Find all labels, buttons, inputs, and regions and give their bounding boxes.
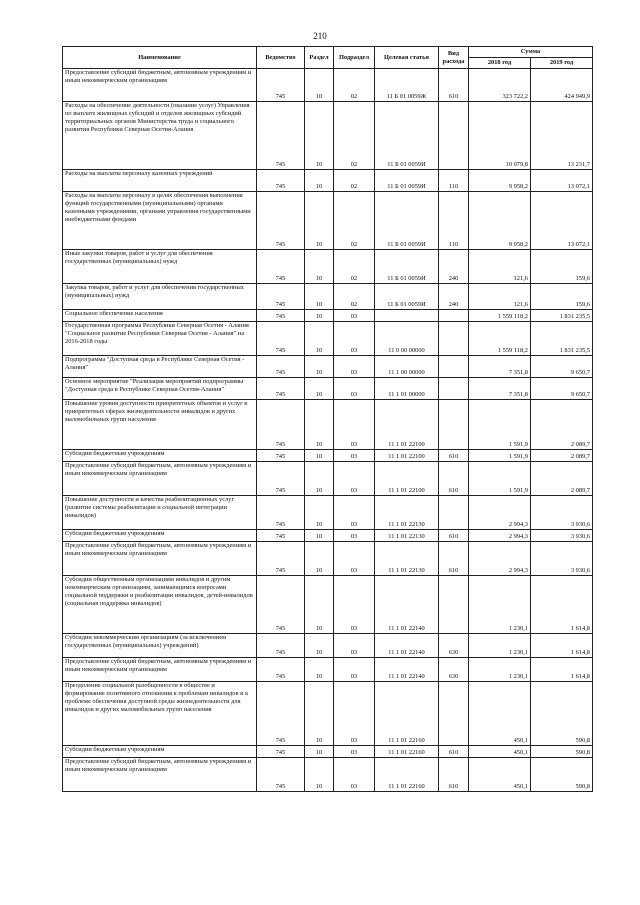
row-department: 745: [257, 310, 305, 322]
row-department: 745: [257, 682, 305, 746]
row-department: 745: [257, 530, 305, 542]
row-amount-2018: 121,6: [469, 284, 531, 310]
row-section: 10: [305, 192, 334, 250]
row-name: Субсидии некоммерческим организациям (за исключением государственных (муниципальных) учреждений): [63, 634, 257, 658]
row-name: Основное мероприятие "Реализация мероприятий подпрограммы "Доступная среда в Республике Северная Осетия-Алания": [63, 378, 257, 400]
row-section: 10: [305, 322, 334, 356]
table-body: [63, 69, 593, 792]
row-department: 745: [257, 250, 305, 284]
row-department: 745: [257, 746, 305, 758]
row-target: [375, 310, 439, 322]
row-name: Государственная программа Республики Северная Осетия - Алания "Социальное развитие Республики Северная Осетия - Алания" на 2016-2018 годы: [63, 322, 257, 356]
table-row: [63, 170, 593, 192]
row-name: Повышение уровня доступности приоритетных объектов и услуг в приоритетных сферах жизнедеятельности инвалидов и других маломобильных групп населения: [63, 400, 257, 450]
row-department: 745: [257, 378, 305, 400]
row-expense-type: 610: [439, 746, 469, 758]
row-amount-2019: 424 949,9: [531, 69, 593, 102]
row-amount-2019: 1 614,8: [531, 634, 593, 658]
row-amount-2018: 1 591,9: [469, 462, 531, 496]
table-row: [63, 746, 593, 758]
header-subsection: Подраздел: [334, 47, 375, 69]
row-department: 745: [257, 462, 305, 496]
row-amount-2018: 450,1: [469, 746, 531, 758]
row-target: 11 Б 01 0059И: [375, 102, 439, 170]
header-department: Ведомство: [257, 47, 305, 69]
row-amount-2018: 10 079,8: [469, 102, 531, 170]
row-name: Субсидии общественным организациям инвалидов и другим некоммерческим организациям, занимающимся вопросами социальной поддержки и реабилитации инвалидов, детей-инвалидов (социальная поддержка инвалидов): [63, 576, 257, 634]
row-expense-type: [439, 496, 469, 530]
row-section: 10: [305, 462, 334, 496]
table-row: [63, 378, 593, 400]
row-name: Субсидии бюджетным учреждениям: [63, 450, 257, 462]
table-row: [63, 310, 593, 322]
row-target: 11 Б 01 0059И: [375, 192, 439, 250]
table-row: [63, 322, 593, 356]
row-name: Субсидии бюджетным учреждениям: [63, 530, 257, 542]
row-target: 11 0 00 00000: [375, 322, 439, 356]
row-amount-2019: 13 231,7: [531, 102, 593, 170]
row-target: 11 Б 01 0059И: [375, 250, 439, 284]
header-section: Раздел: [305, 47, 334, 69]
row-subsection: 03: [334, 462, 375, 496]
row-department: 745: [257, 284, 305, 310]
row-section: 10: [305, 746, 334, 758]
row-amount-2018: 7 351,8: [469, 378, 531, 400]
row-amount-2018: 1 559 118,2: [469, 310, 531, 322]
row-amount-2019: 1 831 235,5: [531, 322, 593, 356]
row-amount-2018: 450,1: [469, 682, 531, 746]
table-row: [63, 530, 593, 542]
row-department: 745: [257, 450, 305, 462]
row-amount-2018: 2 994,3: [469, 530, 531, 542]
row-target: 11 1 01 22140: [375, 658, 439, 682]
row-amount-2019: 590,8: [531, 682, 593, 746]
row-section: 10: [305, 284, 334, 310]
row-amount-2019: 159,6: [531, 284, 593, 310]
row-amount-2019: 3 930,6: [531, 496, 593, 530]
row-section: 10: [305, 682, 334, 746]
row-amount-2019: 3 930,6: [531, 530, 593, 542]
row-target: 11 1 01 22100: [375, 462, 439, 496]
header-name: Наименование: [63, 47, 257, 69]
row-section: 10: [305, 102, 334, 170]
row-expense-type: [439, 322, 469, 356]
header-year-2019: 2019 год: [531, 58, 593, 69]
row-amount-2019: 13 072,1: [531, 170, 593, 192]
table-row: [63, 758, 593, 792]
row-expense-type: 110: [439, 192, 469, 250]
row-section: 10: [305, 758, 334, 792]
row-amount-2019: 2 089,7: [531, 400, 593, 450]
row-subsection: 02: [334, 192, 375, 250]
row-section: 10: [305, 250, 334, 284]
row-amount-2019: 1 614,8: [531, 576, 593, 634]
row-amount-2018: 9 958,2: [469, 192, 531, 250]
row-subsection: 03: [334, 450, 375, 462]
row-subsection: 02: [334, 69, 375, 102]
row-section: 10: [305, 576, 334, 634]
row-expense-type: [439, 576, 469, 634]
row-amount-2018: 450,1: [469, 758, 531, 792]
row-amount-2018: 2 994,3: [469, 542, 531, 576]
row-name: Преодоление социальной разобщенности в обществе и формирование позитивного отношения к проблемам инвалидов и к проблеме обеспечения доступной среды жизнедеятельности для инвалидов и других маломобильных групп населения: [63, 682, 257, 746]
header-expense-type: Вид расхода: [439, 47, 469, 69]
header-target: Целевая статья: [375, 47, 439, 69]
table-row: [63, 496, 593, 530]
row-department: 745: [257, 322, 305, 356]
row-amount-2018: 1 591,9: [469, 450, 531, 462]
header-year-2018: 2018 год: [469, 58, 531, 69]
row-amount-2018: 121,6: [469, 250, 531, 284]
row-amount-2018: 2 994,3: [469, 496, 531, 530]
row-amount-2019: 2 089,7: [531, 450, 593, 462]
table-row: [63, 69, 593, 102]
row-name: Предоставление субсидий бюджетным, автономным учреждениям и иным некоммерческим организациям: [63, 462, 257, 496]
header-sum: Сумма: [469, 47, 593, 58]
row-subsection: 03: [334, 530, 375, 542]
row-section: 10: [305, 530, 334, 542]
row-department: 745: [257, 400, 305, 450]
row-expense-type: 240: [439, 284, 469, 310]
row-section: 10: [305, 170, 334, 192]
table-row: [63, 634, 593, 658]
row-subsection: 03: [334, 682, 375, 746]
row-target: 11 1 01 22100: [375, 400, 439, 450]
row-subsection: 03: [334, 658, 375, 682]
row-expense-type: [439, 378, 469, 400]
row-expense-type: 610: [439, 530, 469, 542]
row-amount-2019: 590,8: [531, 758, 593, 792]
row-expense-type: 630: [439, 658, 469, 682]
table-row: [63, 400, 593, 450]
row-expense-type: [439, 682, 469, 746]
row-department: 745: [257, 634, 305, 658]
row-target: 11 1 01 22130: [375, 496, 439, 530]
row-section: 10: [305, 310, 334, 322]
row-name: Предоставление субсидий бюджетным, автономным учреждениям и иным некоммерческим организациям: [63, 658, 257, 682]
row-expense-type: 630: [439, 634, 469, 658]
row-target: 11 1 01 22140: [375, 634, 439, 658]
row-amount-2019: 1 614,8: [531, 658, 593, 682]
row-amount-2019: 9 650,7: [531, 378, 593, 400]
row-amount-2019: 9 650,7: [531, 356, 593, 378]
row-amount-2018: 9 958,2: [469, 170, 531, 192]
table-row: [63, 542, 593, 576]
table-row: [63, 284, 593, 310]
row-department: 745: [257, 496, 305, 530]
row-amount-2018: 323 722,2: [469, 69, 531, 102]
row-amount-2019: 1 831 235,5: [531, 310, 593, 322]
row-amount-2018: 7 351,8: [469, 356, 531, 378]
row-amount-2019: 13 072,1: [531, 192, 593, 250]
row-expense-type: 240: [439, 250, 469, 284]
table-row: [63, 192, 593, 250]
row-subsection: 03: [334, 542, 375, 576]
row-subsection: 02: [334, 170, 375, 192]
row-section: 10: [305, 356, 334, 378]
row-expense-type: [439, 400, 469, 450]
row-name: Социальное обеспечение населения: [63, 310, 257, 322]
row-subsection: 03: [334, 634, 375, 658]
row-target: 11 1 01 22160: [375, 746, 439, 758]
row-name: Предоставление субсидий бюджетным, автономным учреждениям и иным некоммерческим организациям: [63, 758, 257, 792]
table-row: [63, 250, 593, 284]
table-row: [63, 462, 593, 496]
row-amount-2019: 590,8: [531, 746, 593, 758]
row-name: Предоставление субсидий бюджетным, автономным учреждениям и иным некоммерческим организациям: [63, 69, 257, 102]
row-subsection: 02: [334, 102, 375, 170]
row-subsection: 02: [334, 250, 375, 284]
row-name: Закупка товаров, работ и услуг для обеспечения государственных (муниципальных) нужд: [63, 284, 257, 310]
row-amount-2018: 1 559 118,2: [469, 322, 531, 356]
row-subsection: 03: [334, 746, 375, 758]
row-department: 745: [257, 356, 305, 378]
row-section: 10: [305, 542, 334, 576]
row-section: 10: [305, 450, 334, 462]
row-target: 11 1 01 22130: [375, 542, 439, 576]
row-section: 10: [305, 69, 334, 102]
row-amount-2019: 159,6: [531, 250, 593, 284]
row-subsection: 03: [334, 310, 375, 322]
row-name: Предоставление субсидий бюджетным, автономным учреждениям и иным некоммерческим организациям: [63, 542, 257, 576]
row-section: 10: [305, 496, 334, 530]
row-department: 745: [257, 102, 305, 170]
row-name: Расходы на обеспечение деятельности (оказание услуг) Управления по выплате жилищных субсидий и отделов жилищных субсидий территориальных органов Министерства труда и социального развития Республики Северная Осетия-Алания: [63, 102, 257, 170]
row-department: 745: [257, 69, 305, 102]
row-name: Субсидии бюджетным учреждениям: [63, 746, 257, 758]
row-expense-type: 610: [439, 69, 469, 102]
table-row: [63, 450, 593, 462]
row-department: 745: [257, 170, 305, 192]
row-amount-2018: 1 591,9: [469, 400, 531, 450]
row-target: 11 1 01 22100: [375, 450, 439, 462]
row-subsection: 03: [334, 356, 375, 378]
row-subsection: 02: [334, 284, 375, 310]
row-target: 11 Б 01 0059Ж: [375, 69, 439, 102]
row-section: 10: [305, 658, 334, 682]
row-name: Расходы на выплаты персоналу казенных учреждений: [63, 170, 257, 192]
row-amount-2018: 1 230,1: [469, 576, 531, 634]
row-department: 745: [257, 192, 305, 250]
row-subsection: 03: [334, 496, 375, 530]
row-amount-2019: 3 930,6: [531, 542, 593, 576]
row-amount-2019: 2 089,7: [531, 462, 593, 496]
table-row: [63, 576, 593, 634]
row-amount-2018: 1 230,1: [469, 658, 531, 682]
row-target: 11 1 01 00000: [375, 378, 439, 400]
row-department: 745: [257, 658, 305, 682]
row-department: 745: [257, 542, 305, 576]
row-target: 11 1 01 22160: [375, 758, 439, 792]
row-target: 11 1 01 22160: [375, 682, 439, 746]
row-section: 10: [305, 378, 334, 400]
row-expense-type: 610: [439, 542, 469, 576]
table-row: [63, 658, 593, 682]
row-subsection: 03: [334, 322, 375, 356]
row-section: 10: [305, 400, 334, 450]
row-expense-type: 610: [439, 462, 469, 496]
row-subsection: 03: [334, 378, 375, 400]
table-row: [63, 356, 593, 378]
row-subsection: 03: [334, 400, 375, 450]
table-row: [63, 102, 593, 170]
budget-table: [62, 46, 593, 792]
row-name: Иные закупки товаров, работ и услуг для обеспечения государственных (муниципальных) нужд: [63, 250, 257, 284]
row-name: Расходы на выплаты персоналу в целях обеспечения выполнения функций государственными (муниципальными) органами казенными учреждениями, органами управления государственными внебюджетными фондами: [63, 192, 257, 250]
row-target: 11 Б 01 0059И: [375, 284, 439, 310]
table-row: [63, 682, 593, 746]
row-department: 745: [257, 758, 305, 792]
row-target: 11 Б 01 0059И: [375, 170, 439, 192]
table-header: [63, 47, 593, 69]
row-target: 11 1 01 22130: [375, 530, 439, 542]
row-expense-type: [439, 356, 469, 378]
row-subsection: 03: [334, 758, 375, 792]
row-department: 745: [257, 576, 305, 634]
row-target: 11 1 01 22140: [375, 576, 439, 634]
row-target: 11 1 00 00000: [375, 356, 439, 378]
row-section: 10: [305, 634, 334, 658]
row-subsection: 03: [334, 576, 375, 634]
row-name: Повышение доступности и качества реабилитационных услуг (развитие системы реабилитации и социальной интеграции инвалидов): [63, 496, 257, 530]
row-expense-type: 610: [439, 450, 469, 462]
page-number: 210: [313, 31, 327, 41]
row-expense-type: 110: [439, 170, 469, 192]
row-amount-2018: 1 230,1: [469, 634, 531, 658]
row-name: Подпрограмма "Доступная среда в Республике Северная Осетия - Алания": [63, 356, 257, 378]
row-expense-type: [439, 102, 469, 170]
row-expense-type: 610: [439, 758, 469, 792]
row-expense-type: [439, 310, 469, 322]
